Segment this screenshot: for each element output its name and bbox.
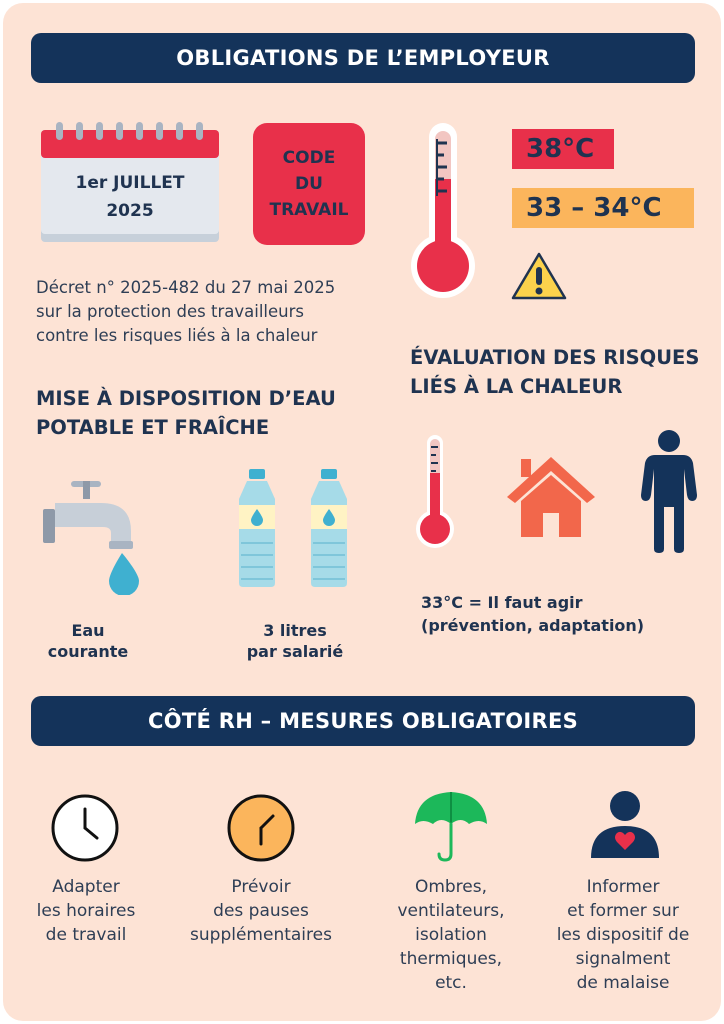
rh-item-horaires (21, 875, 151, 947)
evaluation-note (421, 591, 644, 637)
decree-line3: contre les risques liés à la chaleur (36, 326, 318, 345)
rh-item-line: et former sur (567, 901, 679, 921)
calendar-date-line1: 1er JUILLET (75, 173, 185, 193)
evaluation-section-title (410, 343, 699, 401)
evaluation-note-line2: (prévention, adaptation) (421, 616, 645, 635)
rh-item-informer (543, 875, 703, 995)
rh-item-line: supplémentaires (190, 925, 332, 945)
water-title-line1: MISE À DISPOSITION D’EAU (36, 387, 336, 410)
header-banner (31, 33, 695, 83)
evaluation-title-line2: LIÉS À LA CHALEUR (410, 375, 623, 398)
rh-item-line: Prévoir (231, 877, 291, 897)
water-bottles-icon (235, 467, 359, 591)
tap-label (33, 620, 143, 662)
code-line3: TRAVAIL (269, 200, 349, 220)
bottle-label (225, 620, 365, 662)
calendar-date-line2: 2025 (106, 201, 154, 221)
thermometer-icon (408, 121, 478, 301)
warning-icon (511, 251, 567, 301)
code-line1: CODE (282, 148, 336, 168)
water-tap-icon (41, 473, 141, 595)
rh-item-pauses (181, 875, 341, 947)
person-heart-icon (587, 790, 663, 860)
temperature-mid: 33 – 34°C (512, 188, 694, 228)
rh-item-line: de malaise (576, 973, 670, 993)
rh-item-line: des pauses (213, 901, 309, 921)
rh-item-line: isolation (415, 925, 487, 945)
person-icon (639, 429, 699, 555)
bottle-label-line1: 3 litres (263, 621, 327, 640)
clock-icon (49, 792, 121, 864)
rh-item-line: Adapter (52, 877, 120, 897)
rh-item-line: les dispositif de (556, 925, 690, 945)
decree-line1: Décret n° 2025-482 du 27 mai 2025 (36, 278, 336, 297)
rh-item-line: les horaires (36, 901, 136, 921)
rh-item-line: ventilateurs, (397, 901, 505, 921)
tap-label-line1: Eau (71, 621, 105, 640)
rh-banner (31, 696, 695, 746)
rh-item-ombres (383, 875, 519, 995)
rh-title: CÔTÉ RH – MESURES OBLIGATOIRES (147, 709, 579, 733)
small-thermometer-icon (413, 433, 457, 551)
rh-item-line: etc. (435, 973, 467, 993)
decree-line2: sur la protection des travailleurs (36, 302, 305, 321)
house-icon (505, 455, 597, 539)
evaluation-note-line1: 33°C = Il faut agir (421, 593, 583, 612)
bottle-label-line2: par salarié (246, 642, 344, 661)
evaluation-title-line1: ÉVALUATION DES RISQUES (410, 346, 700, 369)
header-title: OBLIGATIONS DE L’EMPLOYEUR (176, 46, 550, 70)
rh-item-line: Ombres, (414, 877, 488, 897)
code-du-travail-badge (253, 123, 365, 245)
rh-item-line: thermiques, (399, 949, 503, 969)
rh-item-line: Informer (586, 877, 660, 897)
decree-text (36, 276, 376, 348)
umbrella-icon (413, 790, 489, 864)
code-line2: DU (295, 174, 323, 194)
infographic-page (3, 3, 721, 1021)
rh-item-line: signalment (575, 949, 671, 969)
tap-label-line2: courante (47, 642, 129, 661)
water-title-line2: POTABLE ET FRAÎCHE (36, 416, 270, 439)
temperature-high: 38°C (512, 129, 614, 169)
pause-clock-icon (225, 792, 297, 864)
rh-item-line: de travail (45, 925, 127, 945)
water-section-title (36, 384, 336, 442)
calendar-date (41, 169, 219, 225)
